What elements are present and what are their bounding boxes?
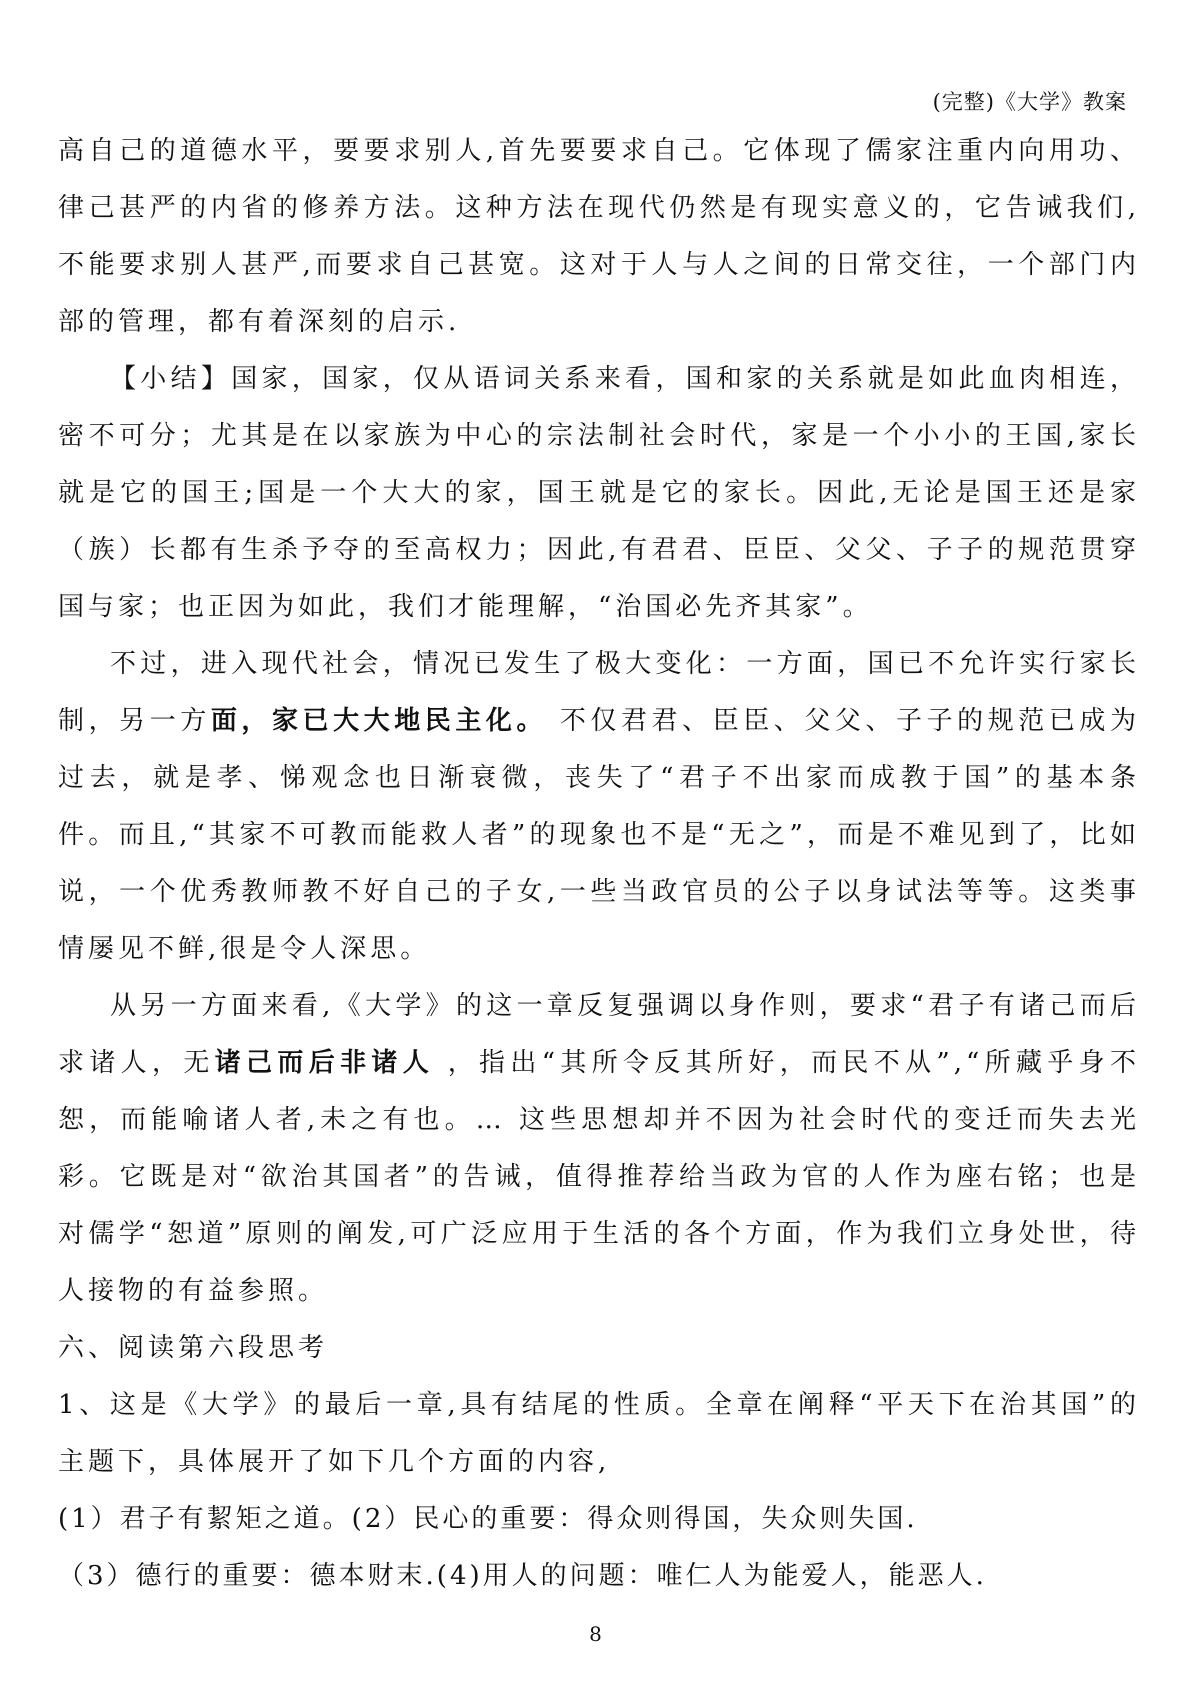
paragraph-other-aspect-text-a: 从另一方面来看,《大学》的这一章反复强调以身作则，要求“君子有诸己而后求诸人，无: [58, 991, 1140, 1078]
paragraph-modern-society-text-b: 不仅君君、臣臣、父父、子子的规范已成为过去，就是孝、悌观念也日渐衰微，丧失了“君子不出家而成教于国”的基本条件。而且,“其家不可教而能救人者”的现象也不是“无之”，而是不难见到了，比如说，一个优秀教师教不好自己的子女,一些当政官员的公子以身试法等等。这类事情屡见不鲜,很是令人深思。: [58, 706, 1140, 964]
document-body: [58, 123, 1140, 1605]
page-number: 8: [589, 1622, 602, 1646]
paragraph-modern-society-text-a: 不过，进入现代社会，情况已发生了极大变化：一方面，国已不允许实行家长制，另一方: [58, 649, 1140, 736]
list-subitems-line-2: （3）德行的重要：德本财末.(4)用人的问题：唯仁人为能爱人，能恶人.: [58, 1561, 987, 1591]
document-header: (完整)《大学》教案: [932, 90, 1127, 114]
paragraph-modern-society-bold: 面，家已大大地民主化。: [210, 706, 548, 736]
list-subitems-line-1: (1）君子有絜矩之道。(2）民心的重要：得众则得国，失众则失国.: [58, 1504, 918, 1534]
section-title: 六、阅读第六段思考: [58, 1333, 329, 1363]
paragraph-self-cultivation: 高自己的道德水平，要要求别人,首先要要求自己。它体现了儒家注重内向用功、律己甚严的内省的修养方法。这种方法在现代仍然是有现实意义的，它告诫我们,不能要求别人甚严,而要求自己甚宽。这对于人与人之间的日常交往，一个部门内部的管理，都有着深刻的启示.: [58, 136, 1141, 337]
paragraph-other-aspect: [58, 978, 1140, 1320]
list-item-1: 1、这是《大学》的最后一章,具有结尾的性质。全章在阐释“平天下在治其国”的主题下，具体展开了如下几个方面的内容,: [58, 1390, 1140, 1477]
paragraph-other-aspect-text-b: ，指出“其所令反其所好，而民不从”,“所藏乎身不恕，而能喻诸人者,未之有也。… 这些思想却并不因为社会时代的变迁而失去光彩。它既是对“欲治其国者”的告诫，值得推荐给当政为官的人作为座右铭；也是对儒学“恕道”原则的阐发,可广泛应用于生活的各个方面，作为我们立身处世，待人接物的有益参照。: [58, 1048, 1140, 1306]
paragraph-summary: 【小结】国家，国家，仅从语词关系来看，国和家的关系就是如此血肉相连，密不可分；尤其是在以家族为中心的宗法制社会时代，家是一个小小的王国,家长就是它的国王;国是一个大大的家，国王就是它的家长。因此,无论是国王还是家（族）长都有生杀予夺的至高权力；因此,有君君、臣臣、父父、子子的规范贯穿国与家；也正因为如此，我们才能理解，“治国必先齐其家”。: [58, 364, 1141, 622]
paragraph-modern-society: [58, 636, 1140, 978]
paragraph-other-aspect-bold: 诸己而后非诸人: [214, 1048, 435, 1078]
